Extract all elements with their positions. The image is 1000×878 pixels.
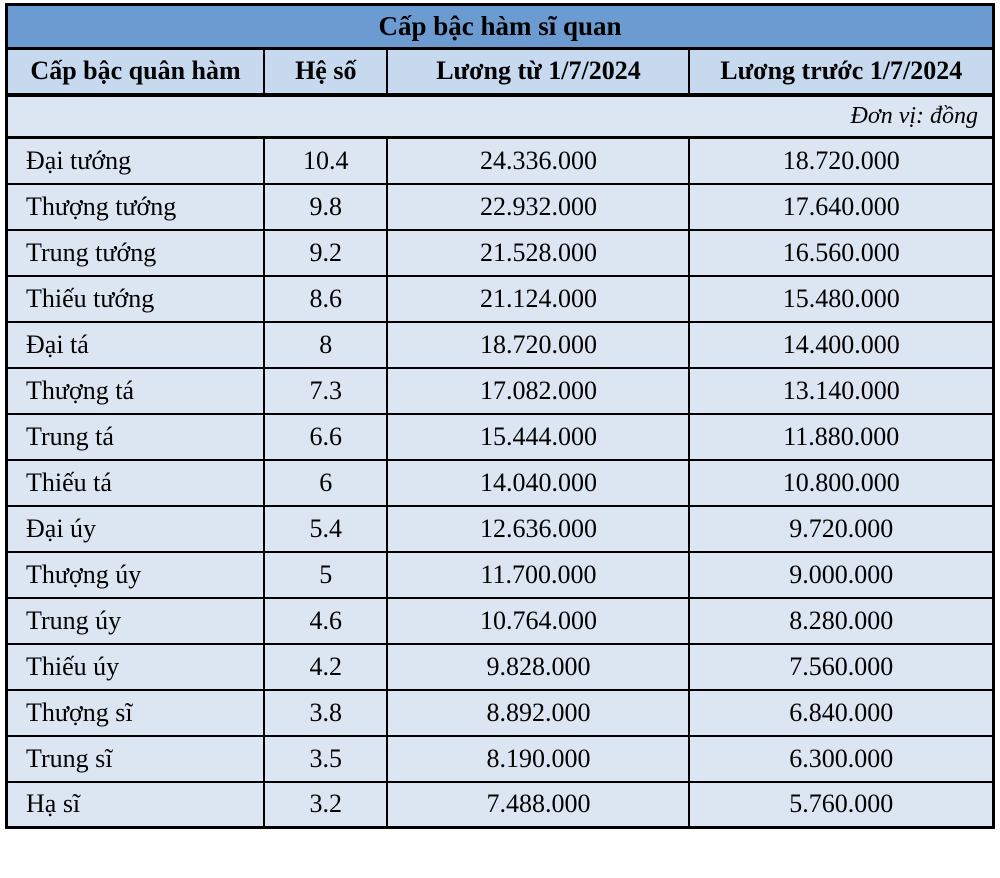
salary-before-cell: 6.300.000 (689, 736, 993, 782)
rank-cell: Trung úy (7, 598, 265, 644)
table-row (7, 368, 994, 414)
salary-before-cell: 6.840.000 (689, 690, 993, 736)
salary-from-cell: 8.892.000 (387, 690, 689, 736)
rank-cell: Thượng sĩ (7, 690, 265, 736)
salary-from-cell: 10.764.000 (387, 598, 689, 644)
coefficient-cell: 5.4 (264, 506, 387, 552)
table-title-row (7, 5, 994, 49)
coefficient-cell: 6 (264, 460, 387, 506)
rank-cell: Hạ sĩ (7, 782, 265, 828)
column-header-salary-before: Lương trước 1/7/2024 (689, 49, 993, 95)
rank-cell: Thiếu úy (7, 644, 265, 690)
rank-cell: Trung sĩ (7, 736, 265, 782)
salary-before-cell: 7.560.000 (689, 644, 993, 690)
salary-before-cell: 13.140.000 (689, 368, 993, 414)
salary-from-cell: 8.190.000 (387, 736, 689, 782)
rank-cell: Trung tướng (7, 230, 265, 276)
salary-before-cell: 11.880.000 (689, 414, 993, 460)
table-row (7, 598, 994, 644)
salary-before-cell: 8.280.000 (689, 598, 993, 644)
table-row (7, 644, 994, 690)
table-row (7, 552, 994, 598)
coefficient-cell: 5 (264, 552, 387, 598)
officer-salary-table (5, 3, 995, 829)
salary-before-cell: 16.560.000 (689, 230, 993, 276)
salary-before-cell: 5.760.000 (689, 782, 993, 828)
salary-before-cell: 18.720.000 (689, 138, 993, 184)
table-row (7, 322, 994, 368)
coefficient-cell: 3.2 (264, 782, 387, 828)
salary-from-cell: 11.700.000 (387, 552, 689, 598)
coefficient-cell: 10.4 (264, 138, 387, 184)
coefficient-cell: 3.8 (264, 690, 387, 736)
coefficient-cell: 9.2 (264, 230, 387, 276)
salary-before-cell: 10.800.000 (689, 460, 993, 506)
table-row (7, 782, 994, 828)
salary-before-cell: 17.640.000 (689, 184, 993, 230)
salary-from-cell: 12.636.000 (387, 506, 689, 552)
coefficient-cell: 6.6 (264, 414, 387, 460)
salary-from-cell: 21.528.000 (387, 230, 689, 276)
column-header-coefficient: Hệ số (264, 49, 387, 95)
column-header-rank: Cấp bậc quân hàm (7, 49, 265, 95)
table-row (7, 736, 994, 782)
unit-note: Đơn vị: đồng (7, 95, 994, 138)
salary-from-cell: 7.488.000 (387, 782, 689, 828)
unit-note-row (7, 95, 994, 138)
salary-from-cell: 17.082.000 (387, 368, 689, 414)
table-row (7, 138, 994, 184)
table-row (7, 184, 994, 230)
rank-cell: Thiếu tướng (7, 276, 265, 322)
salary-from-cell: 24.336.000 (387, 138, 689, 184)
rank-cell: Thiếu tá (7, 460, 265, 506)
rank-cell: Thượng úy (7, 552, 265, 598)
salary-from-cell: 18.720.000 (387, 322, 689, 368)
table-title: Cấp bậc hàm sĩ quan (7, 5, 994, 49)
table-row (7, 506, 994, 552)
table-row (7, 276, 994, 322)
table-header-row (7, 49, 994, 95)
coefficient-cell: 4.2 (264, 644, 387, 690)
salary-from-cell: 15.444.000 (387, 414, 689, 460)
salary-from-cell: 22.932.000 (387, 184, 689, 230)
coefficient-cell: 8.6 (264, 276, 387, 322)
rank-cell: Đại úy (7, 506, 265, 552)
coefficient-cell: 4.6 (264, 598, 387, 644)
rank-cell: Đại tá (7, 322, 265, 368)
salary-before-cell: 14.400.000 (689, 322, 993, 368)
coefficient-cell: 3.5 (264, 736, 387, 782)
coefficient-cell: 9.8 (264, 184, 387, 230)
table-row (7, 690, 994, 736)
table-row (7, 460, 994, 506)
rank-cell: Trung tá (7, 414, 265, 460)
column-header-salary-from: Lương từ 1/7/2024 (387, 49, 689, 95)
salary-from-cell: 9.828.000 (387, 644, 689, 690)
table-row (7, 230, 994, 276)
table-row (7, 414, 994, 460)
salary-from-cell: 21.124.000 (387, 276, 689, 322)
rank-cell: Đại tướng (7, 138, 265, 184)
rank-cell: Thượng tướng (7, 184, 265, 230)
salary-before-cell: 9.720.000 (689, 506, 993, 552)
salary-before-cell: 15.480.000 (689, 276, 993, 322)
rank-cell: Thượng tá (7, 368, 265, 414)
coefficient-cell: 7.3 (264, 368, 387, 414)
coefficient-cell: 8 (264, 322, 387, 368)
table-body (7, 138, 994, 828)
salary-before-cell: 9.000.000 (689, 552, 993, 598)
salary-from-cell: 14.040.000 (387, 460, 689, 506)
